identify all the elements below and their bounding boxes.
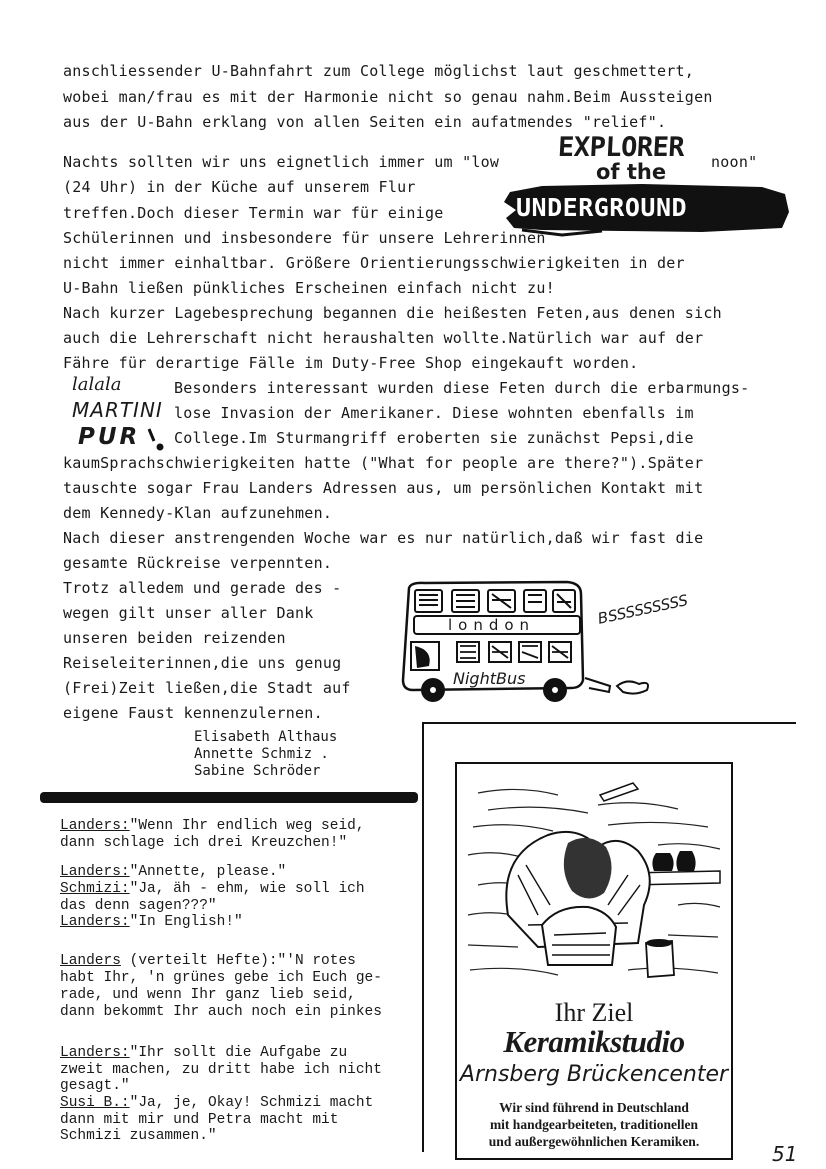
quote-line: gesagt." [60, 1078, 130, 1094]
quote-line: Landers:"Ihr sollt die Aufgabe zu [60, 1045, 348, 1061]
body-line: dem Kennedy-Klan aufzunehmen. [63, 504, 333, 522]
body-line: College.Im Sturmangriff eroberten sie zunächst Pepsi,die [174, 429, 694, 447]
body-line: auch die Lehrerschaft nicht heraushalten wollte.Natürlich war auf der [63, 329, 704, 347]
signature-name: Annette Schmiz . [194, 746, 329, 762]
quote-line: dann mit mir und Petra macht mit [60, 1112, 339, 1128]
body-line: Trotz alledem und gerade des - [63, 579, 342, 597]
body-line: Besonders interessant wurden diese Feten durch die erbarmungs- [174, 379, 750, 397]
signature-name: Elisabeth Althaus [194, 729, 338, 745]
body-line: anschliessender U-Bahnfahrt zum College möglichst laut geschmettert, [63, 62, 695, 80]
body-line: Nach dieser anstrengenden Woche war es nur natürlich,daß wir fast die [63, 529, 704, 547]
body-line: unseren beiden reizenden [63, 629, 286, 647]
body-line: U-Bahn ließen pünkliches Erscheinen einfach nicht zu! [63, 279, 555, 297]
body-line: wobei man/frau es mit der Harmonie nicht so genau nahm.Beim Aussteigen [63, 88, 713, 106]
body-line: tauschte sogar Frau Landers Adressen aus, um persönlichen Kontakt mit [63, 479, 704, 497]
explorer-title: EXPLORER [557, 132, 685, 163]
page-number: 51 [772, 1142, 798, 1166]
quote-line: dann schlage ich drei Kreuzchen!" [60, 835, 348, 851]
body-line: (Frei)Zeit ließen,die Stadt auf [63, 679, 351, 697]
quote-line: habt Ihr, 'n grünes gebe ich Euch ge- [60, 970, 382, 986]
thick-divider [40, 792, 418, 803]
doodle-lalala: lalala [72, 374, 122, 395]
underground-text: UNDERGROUND [516, 193, 688, 222]
body-line: treffen.Doch dieser Termin war für einige [63, 204, 444, 222]
quote-line: Landers:"Wenn Ihr endlich weg seid, [60, 818, 365, 834]
ad-tagline: Ihr Ziel [554, 998, 634, 1027]
body-line: eigene Faust kennenzulernen. [63, 704, 323, 722]
body-line: Schülerinnen und insbesondere für unsere Lehrerinnen [63, 229, 546, 247]
quote-line: Susi B.:"Ja, je, Okay! Schmizi macht [60, 1095, 374, 1111]
quote-line: Landers:"Annette, please." [60, 864, 287, 880]
quote-line: Schmizi:"Ja, äh - ehm, wie soll ich [60, 881, 365, 897]
quote-line: das denn sagen???" [60, 898, 217, 914]
ad-frame-top [422, 722, 796, 724]
body-line: lose Invasion der Amerikaner. Diese wohnten ebenfalls im [174, 404, 694, 422]
doodle-mark [146, 425, 166, 455]
ad-brand: Keramikstudio [503, 1024, 685, 1059]
ad-copy-line: mit handgearbeiteten, traditionellen [489, 1117, 699, 1132]
body-line: nicht immer einhaltbar. Größere Orientierungsschwierigkeiten in der [63, 254, 685, 272]
bus-nightbus-label: NightBus [453, 669, 526, 688]
body-line: Nach kurzer Lagebesprechung begannen die heißesten Feten,aus denen sich [63, 304, 722, 322]
doodle-martini: MARTINI [72, 398, 163, 422]
bus-sound-text: BSSSSSSSSS [596, 591, 690, 628]
body-line: Reiseleiterinnen,die uns genug [63, 654, 342, 672]
body-line: (24 Uhr) in der Küche auf unserem Flur [63, 178, 416, 196]
ad-frame-left [422, 722, 424, 1152]
ad-location: Arnsberg Brückencenter [459, 1062, 729, 1087]
quote-line: Landers:"In English!" [60, 914, 243, 930]
body-line: aus der U-Bahn erklang von allen Seiten ein aufatmendes "relief". [63, 113, 667, 131]
body-line: Fähre für derartige Fälle im Duty-Free Shop eingekauft worden. [63, 354, 639, 372]
body-line: Nachts sollten wir uns eignetlich immer um "low [63, 153, 500, 171]
explorer-of-the: of the [596, 160, 667, 184]
body-line: wegen gilt unser aller Dank [63, 604, 314, 622]
body-line: kaumSprachschwierigkeiten hatte ("What for people are there?").Später [63, 454, 704, 472]
quote-line: zweit machen, zu dritt habe ich nicht [60, 1062, 382, 1078]
quote-line: Landers (verteilt Hefte):"'N rotes [60, 953, 356, 969]
ad-copy-line: und außergewöhnlichen Keramiken. [488, 1134, 700, 1149]
ad-copy-line: Wir sind führend in Deutschland [499, 1100, 689, 1115]
doodle-pur: PUR [78, 424, 141, 450]
quote-line: rade, und wenn Ihr ganz lieb seid, [60, 987, 356, 1003]
quote-line: Schmizi zusammen." [60, 1128, 217, 1144]
bus-london-label: london [448, 616, 536, 634]
quote-line: dann bekommt Ihr auch noch ein pinkes [60, 1004, 382, 1020]
body-line: noon" [711, 153, 758, 171]
body-line: gesamte Rückreise verpennten. [63, 554, 333, 572]
potter-illustration [458, 765, 730, 990]
signature-name: Sabine Schröder [194, 763, 321, 779]
